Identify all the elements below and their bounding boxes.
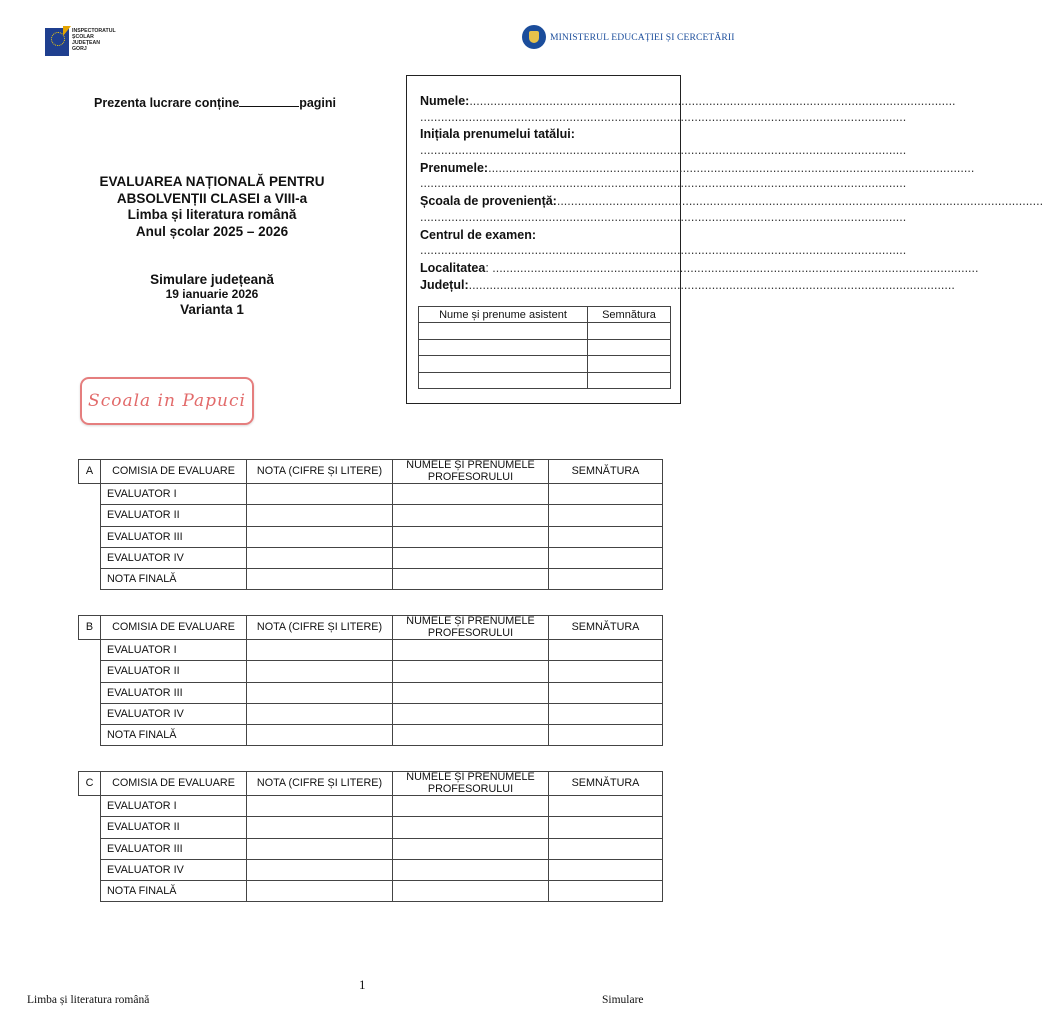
eval-cell[interactable] [247,526,393,547]
isj-logo [45,26,125,60]
field-prenume[interactable]: Prenumele:............................................................................................................................................ [420,160,975,175]
eval-cell[interactable] [549,640,663,661]
eval-row-label: NOTA FINALĂ [101,569,247,590]
eval-cell[interactable] [549,526,663,547]
eval-cell[interactable] [393,505,549,526]
eval-row-label: EVALUATOR IV [101,703,247,724]
eval-row-label: EVALUATOR III [101,682,247,703]
eval-cell[interactable] [549,725,663,746]
simulation-info [74,272,350,317]
nota-header: NOTA (CIFRE ȘI LITERE) [247,772,393,796]
eval-cell[interactable] [247,859,393,880]
eval-cell[interactable] [247,725,393,746]
isj-name: INSPECTORATUL ȘCOLAR JUDEȚEAN GORJ [72,28,116,52]
ministry-logo [522,22,735,52]
eval-row-label: EVALUATOR III [101,838,247,859]
eval-cell[interactable] [549,547,663,568]
comisia-header: COMISIA DE EVALUARE [101,616,247,640]
eval-cell[interactable] [393,881,549,902]
footer-type: Simulare [602,994,644,1006]
assistant-cell[interactable] [419,323,588,340]
assistant-cell[interactable] [419,372,588,389]
eval-cell[interactable] [247,817,393,838]
eval-table-b [78,615,663,746]
eval-table-letter: B [79,616,101,640]
eval-cell[interactable] [247,682,393,703]
eval-cell[interactable] [247,796,393,817]
assistant-cell[interactable] [419,356,588,373]
assistant-cell[interactable] [588,323,671,340]
eval-cell[interactable] [393,796,549,817]
eval-cell[interactable] [393,817,549,838]
coat-of-arms-icon [522,25,546,49]
eval-cell[interactable] [393,703,549,724]
ministry-name: MINISTERUL EDUCAȚIEI ȘI CERCETĂRII [550,32,735,43]
field-scoala[interactable]: Școala de proveniență:............................................................................................................................................ [420,194,1043,209]
eval-cell[interactable] [549,859,663,880]
eval-cell[interactable] [247,640,393,661]
eval-cell[interactable] [247,703,393,724]
assistant-table [418,306,671,389]
eval-table-a [78,459,663,590]
eval-cell[interactable] [393,484,549,505]
dotline[interactable]: ............................................................................................................................................ [420,243,907,258]
eval-row-label: EVALUATOR I [101,640,247,661]
semnatura-header: SEMNĂTURA [549,616,663,640]
field-localitate[interactable]: Localitatea: ............................................................................................................................................ [420,260,979,275]
comisia-header: COMISIA DE EVALUARE [101,460,247,484]
eval-cell[interactable] [393,547,549,568]
dotline[interactable]: ............................................................................................................................................ [420,209,907,224]
title-line-1: EVALUAREA NAȚIONALĂ PENTRU [99,174,325,189]
eval-row-label: EVALUATOR II [101,505,247,526]
simulation-variant: Varianta 1 [180,302,244,317]
ribbon-icon [63,26,71,36]
eval-cell[interactable] [393,661,549,682]
eval-cell[interactable] [549,682,663,703]
eval-cell[interactable] [549,703,663,724]
eval-table-letter: C [79,772,101,796]
candidate-info-box [406,75,1043,404]
eval-row-label: EVALUATOR II [101,817,247,838]
dotline[interactable]: ............................................................................................................................................ [420,109,907,124]
eval-row-label: EVALUATOR II [101,661,247,682]
eval-cell[interactable] [247,838,393,859]
pages-blank [239,95,299,107]
watermark-stamp: Scoala in Papuci [80,377,254,425]
eval-cell[interactable] [549,881,663,902]
footer-subject: Limba și literatura română [27,994,150,1006]
eval-cell[interactable] [549,661,663,682]
eval-cell[interactable] [549,817,663,838]
eval-row-label: NOTA FINALĂ [101,725,247,746]
eval-row-label: EVALUATOR I [101,484,247,505]
eval-cell[interactable] [549,796,663,817]
simulation-date: 19 ianuarie 2026 [165,287,259,301]
comisia-header: COMISIA DE EVALUARE [101,772,247,796]
eval-cell[interactable] [247,569,393,590]
numele-header: NUMELE ȘI PRENUMELE PROFESORULUI [393,616,549,640]
field-centru: Centrul de examen: [420,227,537,242]
eval-table-letter: A [79,460,101,484]
eval-cell[interactable] [393,569,549,590]
eval-cell[interactable] [393,859,549,880]
nota-header: NOTA (CIFRE ȘI LITERE) [247,616,393,640]
nota-header: NOTA (CIFRE ȘI LITERE) [247,460,393,484]
eval-cell[interactable] [247,505,393,526]
assistant-name-header: Nume și prenume asistent [419,307,588,323]
dotline[interactable]: ............................................................................................................................................ [420,176,907,191]
assistant-signature-header: Semnătura [588,307,671,323]
eval-cell[interactable] [247,881,393,902]
eval-cell[interactable] [549,569,663,590]
eval-row-label: EVALUATOR I [101,796,247,817]
numele-header: NUMELE ȘI PRENUMELE PROFESORULUI [393,772,549,796]
title-line-2: ABSOLVENȚII CLASEI a VIII-a [116,190,308,206]
eval-cell[interactable] [247,547,393,568]
field-nume[interactable]: Numele:............................................................................................................................................ [420,94,956,108]
dotline[interactable]: ............................................................................................................................................ [420,143,907,158]
eval-row-label: EVALUATOR III [101,526,247,547]
eval-row-label: EVALUATOR IV [101,547,247,568]
eval-cell[interactable] [247,661,393,682]
eval-cell[interactable] [393,526,549,547]
eval-cell[interactable] [549,505,663,526]
semnatura-header: SEMNĂTURA [549,460,663,484]
eval-cell[interactable] [393,725,549,746]
eval-row-label: EVALUATOR IV [101,859,247,880]
eval-cell[interactable] [393,838,549,859]
page-number: 1 [359,977,366,992]
assistant-cell[interactable] [588,372,671,389]
numele-header: NUMELE ȘI PRENUMELE PROFESORULUI [393,460,549,484]
pages-count-line: Prezenta lucrare conține pagini [94,96,337,110]
field-initiala: Inițiala prenumelui tatălui: [420,127,575,142]
eval-cell[interactable] [393,682,549,703]
eval-row-label: NOTA FINALĂ [101,881,247,902]
eval-cell[interactable] [549,838,663,859]
assistant-cell[interactable] [588,339,671,356]
eval-table-c [78,771,663,902]
exam-title [74,174,350,240]
assistant-cell[interactable] [419,339,588,356]
semnatura-header: SEMNĂTURA [549,772,663,796]
field-judet[interactable]: Județul:............................................................................................................................................ [420,277,955,292]
eval-cell[interactable] [549,484,663,505]
simulation-type: Simulare județeană [150,272,274,287]
eval-cell[interactable] [247,484,393,505]
eval-cell[interactable] [393,640,549,661]
title-line-3: Limba și literatura română [127,207,297,222]
title-line-4: Anul școlar 2025 – 2026 [135,223,289,239]
assistant-cell[interactable] [588,356,671,373]
